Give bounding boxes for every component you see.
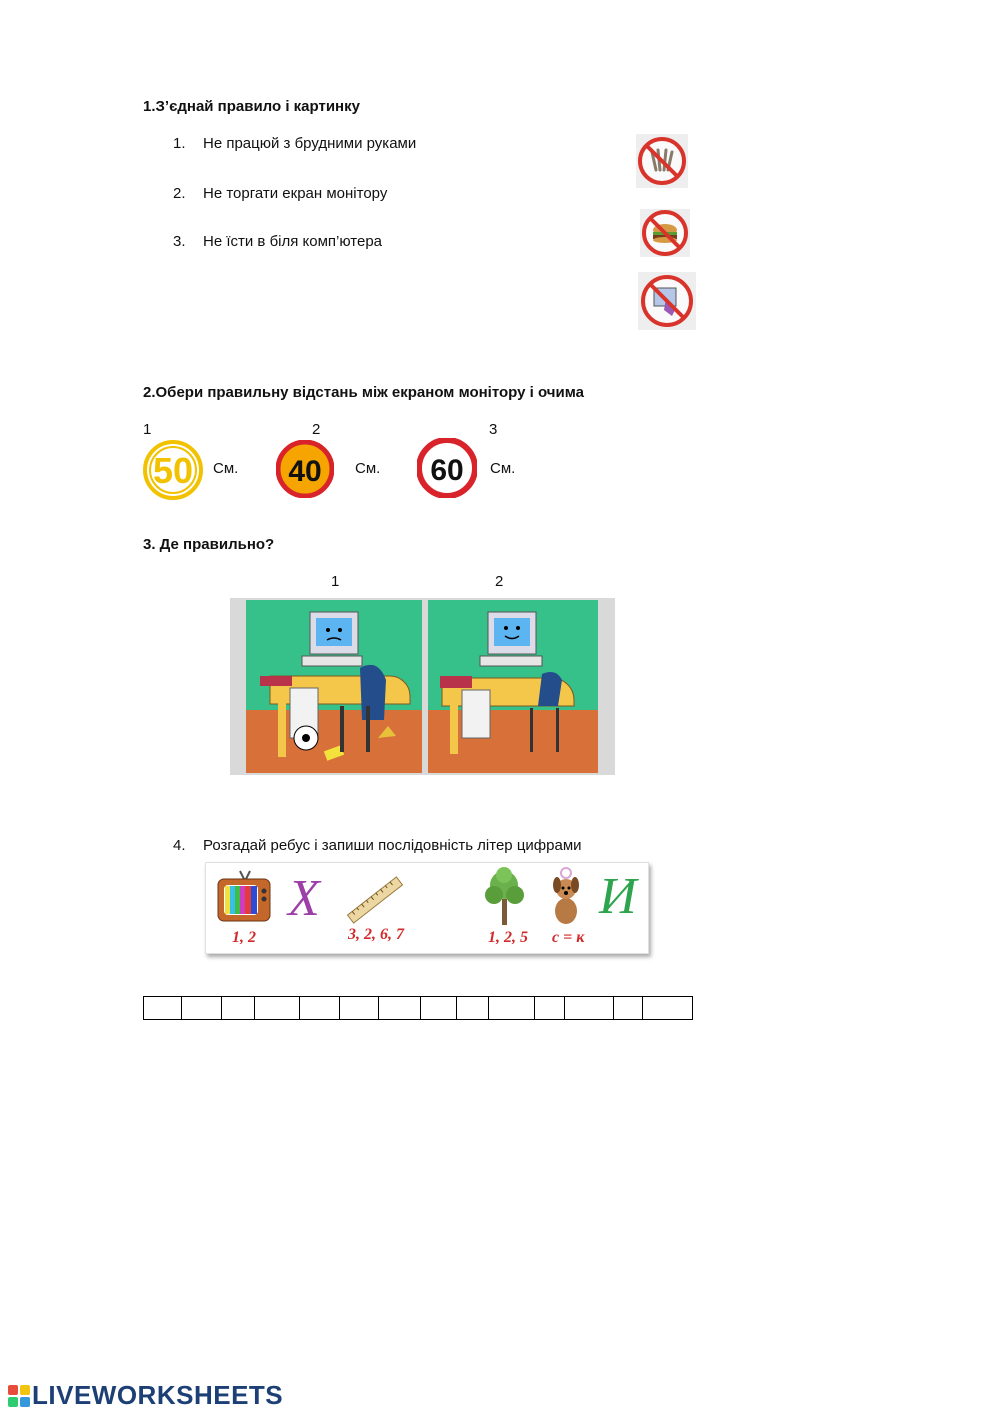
option1-number: 1 <box>143 421 152 438</box>
tv-caption: 1, 2 <box>232 929 256 946</box>
answer-box[interactable] <box>182 997 222 1019</box>
answer-box[interactable] <box>535 997 565 1019</box>
task1-heading: 1.З’єднай правило і картинку <box>143 98 360 115</box>
answer-box[interactable] <box>222 997 255 1019</box>
tree-icon <box>482 865 528 927</box>
logo-mark-icon <box>8 1385 30 1407</box>
messy-workplace-picture <box>246 600 422 773</box>
option2-unit: См. <box>355 460 381 477</box>
rule1-number: 1. <box>173 135 186 152</box>
rule2-text: Не торгати екран монітору <box>203 185 388 202</box>
answer-box[interactable] <box>379 997 421 1019</box>
answer-box[interactable] <box>614 997 643 1019</box>
picture2-label: 2 <box>495 573 504 590</box>
answer-box[interactable] <box>643 997 692 1019</box>
option3-number: 3 <box>489 421 498 438</box>
rule3-number: 3. <box>173 233 186 250</box>
answer-box[interactable] <box>489 997 535 1019</box>
tree-caption: 1, 2, 5 <box>488 929 528 946</box>
rule2-number: 2. <box>173 185 186 202</box>
letter-i: И <box>599 868 637 925</box>
answer-box[interactable] <box>565 997 614 1019</box>
logo-text: LIVEWORKSHEETS <box>32 1380 284 1410</box>
answer-box[interactable] <box>255 997 300 1019</box>
no-dirty-hands-icon[interactable] <box>636 134 688 188</box>
liveworksheets-logo[interactable] <box>8 1380 283 1411</box>
option1-unit: См. <box>213 460 239 477</box>
option2-number: 2 <box>312 421 321 438</box>
no-eating-icon[interactable] <box>640 209 690 257</box>
tv-icon <box>216 869 272 927</box>
rule1-text: Не працюй з брудними руками <box>203 135 417 152</box>
distance-50-value: 50 <box>152 450 194 491</box>
answer-boxes <box>143 996 693 1020</box>
answer-box[interactable] <box>457 997 489 1019</box>
distance-40-value: 40 <box>288 455 322 488</box>
task3-heading: 3. Де правильно? <box>143 536 275 553</box>
dog-caption: с = к <box>552 929 585 946</box>
letter-x: Х <box>288 870 320 927</box>
option3-unit: См. <box>490 460 516 477</box>
dog-icon <box>546 867 586 927</box>
ruler-caption: 3, 2, 6, 7 <box>348 926 404 943</box>
task4-text: Розгадай ребус і запиши послідовність літер цифрами <box>203 837 582 854</box>
distance-50-sign[interactable] <box>142 440 204 500</box>
picture1-label: 1 <box>331 573 340 590</box>
answer-box[interactable] <box>300 997 340 1019</box>
answer-box[interactable] <box>421 997 457 1019</box>
rebus-panel <box>205 862 649 954</box>
answer-box[interactable] <box>340 997 379 1019</box>
no-touching-screen-icon[interactable] <box>638 272 696 330</box>
ruler-icon <box>346 873 404 927</box>
tidy-workplace-picture <box>428 600 598 773</box>
task2-heading: 2.Обери правильну відстань між екраном монітору і очима <box>143 384 584 401</box>
distance-40-sign[interactable] <box>276 440 334 498</box>
distance-60-sign[interactable] <box>417 438 477 498</box>
workplace-comparison-image[interactable] <box>230 598 615 775</box>
answer-box[interactable] <box>144 997 182 1019</box>
distance-60-value: 60 <box>430 454 464 487</box>
task4-number: 4. <box>173 837 186 854</box>
rule3-text: Не їсти в біля комп’ютера <box>203 233 383 250</box>
